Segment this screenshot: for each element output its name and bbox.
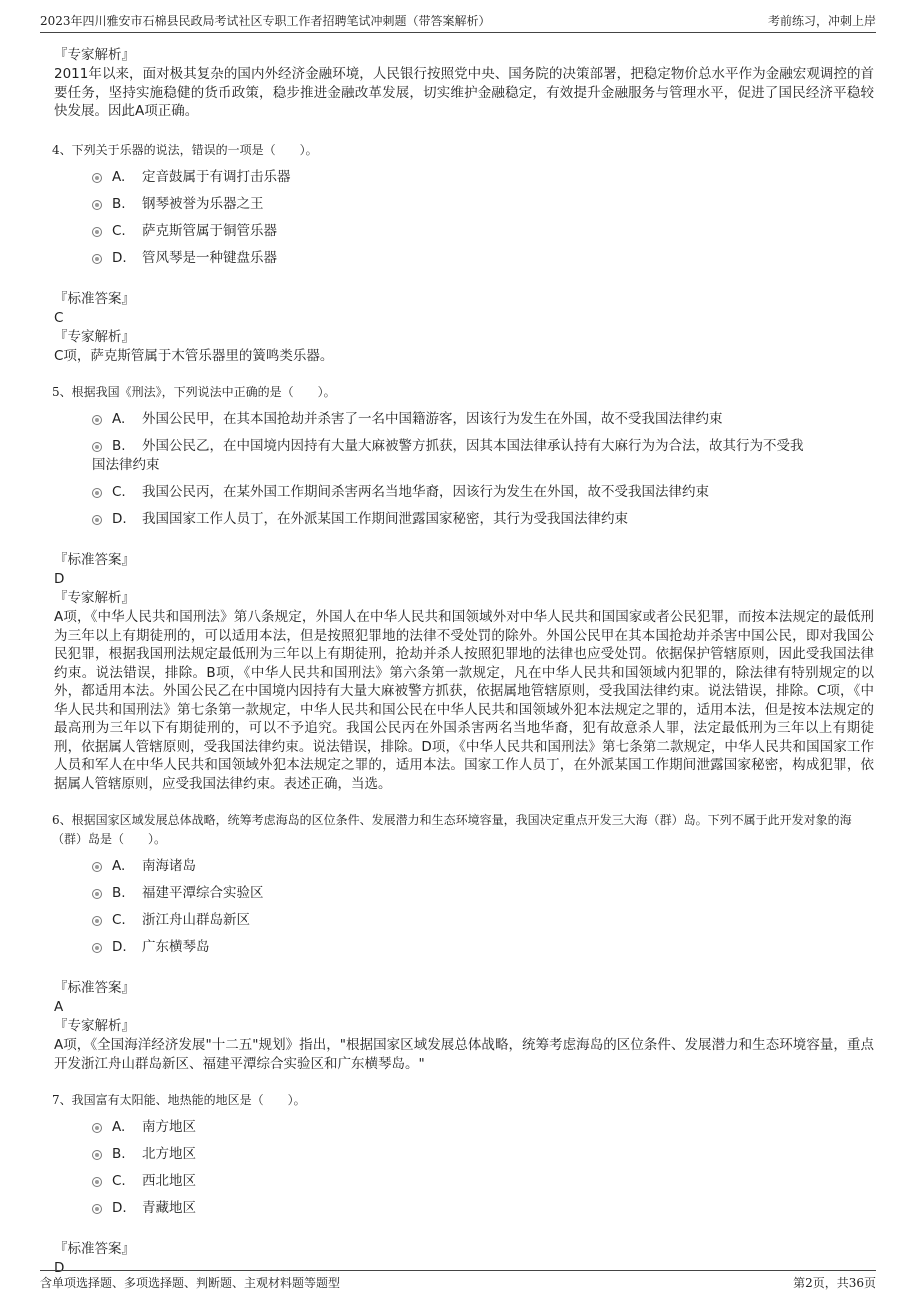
option-letter: A. xyxy=(112,1119,126,1135)
option-text: 广东横琴岛 xyxy=(142,939,210,955)
option-letter: B. xyxy=(112,885,126,901)
analysis-text: C项，萨克斯管属于木管乐器里的簧鸣类乐器。 xyxy=(54,347,334,364)
option-text: 我国国家工作人员丁，在外派某国工作期间泄露国家秘密，其行为受我国法律约束 xyxy=(142,511,628,527)
option-d[interactable] xyxy=(92,510,874,529)
option-c[interactable] xyxy=(92,1172,874,1191)
option-b[interactable] xyxy=(92,1145,874,1164)
option-d[interactable] xyxy=(92,938,874,957)
radio-icon[interactable] xyxy=(92,1150,102,1160)
radio-icon[interactable] xyxy=(92,1204,102,1214)
option-c[interactable] xyxy=(92,911,874,930)
option-text: 北方地区 xyxy=(142,1146,196,1162)
option-d[interactable] xyxy=(92,1199,874,1218)
answer-value: C xyxy=(54,309,64,326)
page-header xyxy=(40,10,876,33)
option-text: 南方地区 xyxy=(142,1119,196,1135)
option-text: 青藏地区 xyxy=(142,1200,196,1216)
option-letter: B. xyxy=(112,438,126,454)
option-letter: C. xyxy=(112,484,126,500)
option-list xyxy=(92,168,874,268)
option-text-continued: 国法律约束 xyxy=(92,457,160,473)
header-slogan: 考前练习，冲刺上岸 xyxy=(767,14,876,28)
analysis-label: 『专家解析』 xyxy=(54,1018,135,1034)
option-text: 定音鼓属于有调打击乐器 xyxy=(142,168,291,185)
answer-label: 『标准答案』 xyxy=(54,980,135,996)
option-c[interactable] xyxy=(92,483,874,502)
analysis-text: 2011年以来，面对极其复杂的国内外经济金融环境，人民银行按照党中央、国务院的决策部署，把稳定物价总水平作为金融宏观调控的首要任务，坚持实施稳健的货币政策，稳步推进金融改革发展，切实维护金融稳定，有效提升金融服务与管理水平，促进了国民经济平稳较快发展。因此A项正确。 xyxy=(54,66,874,119)
option-b[interactable] xyxy=(92,437,874,475)
option-text: 西北地区 xyxy=(142,1173,196,1189)
answer-label: 『标准答案』 xyxy=(54,552,135,568)
radio-icon[interactable] xyxy=(92,916,102,926)
option-b[interactable] xyxy=(92,195,874,214)
page-footer xyxy=(40,1270,876,1295)
option-text: 管风琴是一种键盘乐器 xyxy=(142,249,277,266)
option-letter: C. xyxy=(112,222,126,239)
option-a[interactable] xyxy=(92,168,874,187)
document-title: 2023年四川雅安市石棉县民政局考试社区专职工作者招聘笔试冲刺题（带答案解析） xyxy=(40,14,491,28)
option-text: 钢琴被誉为乐器之王 xyxy=(142,195,264,212)
radio-icon[interactable] xyxy=(92,488,102,498)
radio-icon[interactable] xyxy=(92,943,102,953)
option-letter: B. xyxy=(112,1146,126,1162)
radio-icon[interactable] xyxy=(92,442,102,452)
radio-icon[interactable] xyxy=(92,173,102,183)
answer-value: D xyxy=(54,571,65,587)
analysis-text: A项，《中华人民共和国刑法》第八条规定，外国人在中华人民共和国领域外对中华人民共和国国家或者公民犯罪，而按本法规定的最低刑为三年以上有期徒刑的，可以适用本法，但是按照犯罪地的法律不受处罚的除外。外国公民甲在其本国抢劫并杀害中国公民，即对我国公民犯罪，根据我国刑法规定最低刑为三年以上有期徒刑，抢劫并杀人按照犯罪地的法律也应受处罚。依据保护管辖原则，因此受我国法律约束。说法错误，排除。B项，《中华人民共和国刑法》第六条第一款规定，凡在中华人民共和国领域内犯罪的，除法律有特别规定的以外，都适用本法。外国公民乙在中国境内因持有大量大麻被警方抓获，依据属地管辖原则，受我国法律约束。说法错误，排除。C项，《中华人民共和国刑法》第七条第一款规定，中华人民共和国公民在中华人民共和国领域外犯本法规定之罪的，适用本法，但是按本法规定的最高刑为三年以下有期徒刑的，可以不予追究。我国公民丙在外国杀害两名当地华裔，犯有故意杀人罪，法定最低刑为三年以上有期徒刑，依据属人管辖原则，受我国法律约束。说法错误，排除。D项，《中华人民共和国刑法》第七条第二款规定，中华人民共和国国家工作人员和军人在中华人民共和国领域外犯本法规定之罪的，适用本法。国家工作人员丁，在外派某国工作期间泄露国家秘密，构成犯罪，依据属人管辖原则，应受我国法律约束。表述正确，当选。 xyxy=(54,609,874,792)
question-stem: 7、我国富有太阳能、地热能的地区是（ ）。 xyxy=(52,1093,306,1107)
option-letter: A. xyxy=(112,168,126,185)
radio-icon[interactable] xyxy=(92,889,102,899)
analysis-label: 『专家解析』 xyxy=(54,328,135,345)
document-body xyxy=(54,46,874,1278)
answer-label: 『标准答案』 xyxy=(54,1241,135,1257)
option-b[interactable] xyxy=(92,884,874,903)
radio-icon[interactable] xyxy=(92,415,102,425)
option-text: 外国公民甲，在其本国抢劫并杀害了一名中国籍游客，因该行为发生在外国，故不受我国法律约束 xyxy=(142,411,723,427)
option-list xyxy=(92,1118,874,1218)
option-list xyxy=(92,857,874,957)
radio-icon[interactable] xyxy=(92,1177,102,1187)
option-letter: C. xyxy=(112,912,126,928)
option-letter: B. xyxy=(112,195,126,212)
option-letter: C. xyxy=(112,1173,126,1189)
answer-label: 『标准答案』 xyxy=(54,290,135,307)
option-letter: A. xyxy=(112,411,126,427)
option-text: 我国公民丙，在某外国工作期间杀害两名当地华裔，因该行为发生在外国，故不受我国法律约束 xyxy=(142,484,709,500)
option-text: 外国公民乙，在中国境内因持有大量大麻被警方抓获，因其本国法律承认持有大麻行为为合法，故其行为不受我 xyxy=(142,438,804,454)
option-text: 南海诸岛 xyxy=(142,858,196,874)
option-a[interactable] xyxy=(92,1118,874,1137)
question-stem: 4、下列关于乐器的说法，错误的一项是（ ）。 xyxy=(52,142,318,157)
option-a[interactable] xyxy=(92,857,874,876)
question-stem: 6、根据国家区域发展总体战略，统筹考虑海岛的区位条件、发展潜力和生态环境容量，我国决定重点开发三大海（群）岛。下列不属于此开发对象的海（群）岛是（ ）。 xyxy=(52,813,852,846)
option-letter: D. xyxy=(112,1200,127,1216)
option-letter: D. xyxy=(112,939,127,955)
option-text: 浙江舟山群岛新区 xyxy=(142,912,250,928)
option-a[interactable] xyxy=(92,410,874,429)
question-stem: 5、根据我国《刑法》，下列说法中正确的是（ ）。 xyxy=(52,385,336,399)
option-text: 萨克斯管属于铜管乐器 xyxy=(142,222,277,239)
radio-icon[interactable] xyxy=(92,200,102,210)
radio-icon[interactable] xyxy=(92,1123,102,1133)
option-d[interactable] xyxy=(92,249,874,268)
analysis-label: 『专家解析』 xyxy=(54,590,135,606)
option-letter: D. xyxy=(112,511,127,527)
option-c[interactable] xyxy=(92,222,874,241)
page-number: 第2页，共36页 xyxy=(793,1276,876,1290)
analysis-label: 『专家解析』 xyxy=(54,47,135,63)
answer-value: D xyxy=(54,1260,65,1276)
question-types-note: 含单项选择题、多项选择题、判断题、主观材料题等题型 xyxy=(40,1276,341,1290)
option-list xyxy=(92,410,874,529)
radio-icon[interactable] xyxy=(92,254,102,264)
option-letter: A. xyxy=(112,858,126,874)
radio-icon[interactable] xyxy=(92,515,102,525)
analysis-text: A项，《全国海洋经济发展"十二五"规划》指出，"根据国家区域发展总体战略，统筹考虑海岛的区位条件、发展潜力和生态环境容量，重点开发浙江舟山群岛新区、福建平潭综合实验区和广东横琴岛。" xyxy=(54,1037,874,1072)
option-text: 福建平潭综合实验区 xyxy=(142,885,264,901)
option-letter: D. xyxy=(112,249,127,266)
radio-icon[interactable] xyxy=(92,227,102,237)
radio-icon[interactable] xyxy=(92,862,102,872)
answer-value: A xyxy=(54,999,64,1015)
